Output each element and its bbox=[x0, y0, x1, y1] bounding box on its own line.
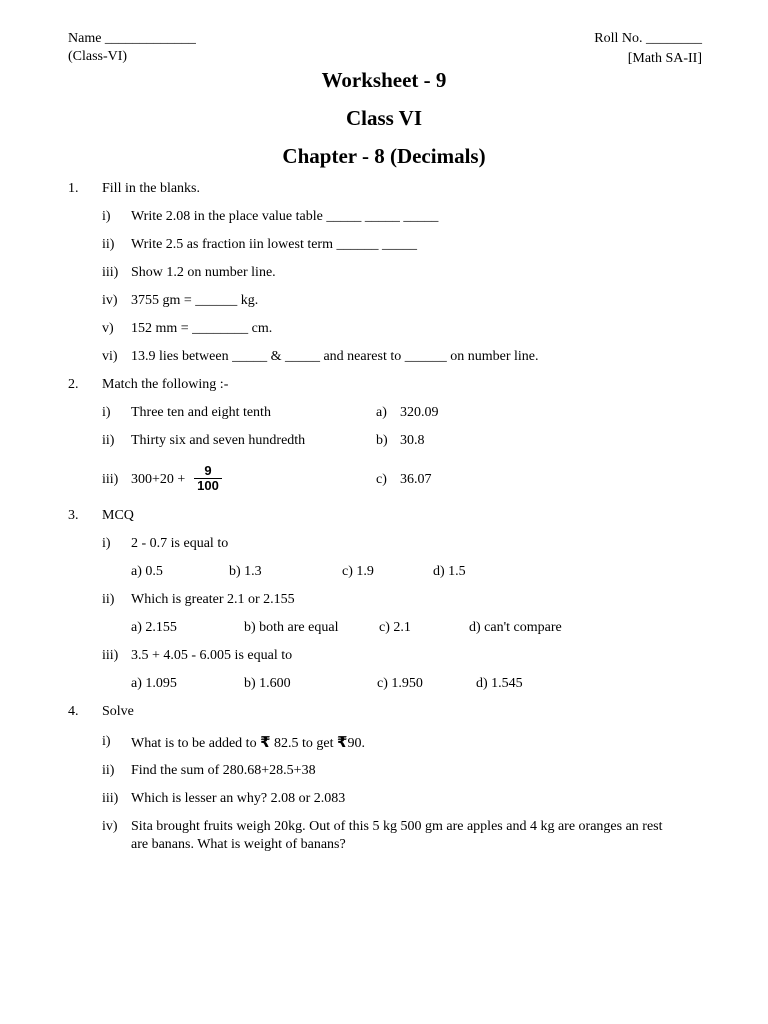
item-text: Three ten and eight tenth bbox=[131, 405, 271, 420]
item-label: vi) bbox=[102, 349, 118, 364]
option-label: a) bbox=[376, 405, 387, 420]
item-text: Write 2.08 in the place value table _____ _____ _____ bbox=[131, 209, 439, 224]
item-text: Find the sum of 280.68+28.5+38 bbox=[131, 763, 316, 778]
item-text: Which is lesser an why? 2.08 or 2.083 bbox=[131, 791, 346, 806]
question-number: 1. bbox=[68, 181, 79, 196]
option-text: 30.8 bbox=[400, 433, 425, 448]
option-text: 320.09 bbox=[400, 405, 439, 420]
item-text bbox=[131, 733, 365, 753]
item-text: Write 2.5 as fraction iin lowest term ______ _____ bbox=[131, 237, 417, 252]
item-text: Thirty six and seven hundredth bbox=[131, 433, 306, 448]
question-number: 2. bbox=[68, 377, 79, 392]
item-label: iii) bbox=[102, 648, 119, 663]
item-label: iii) bbox=[102, 472, 119, 487]
mcq-option: a) 2.155 bbox=[131, 620, 177, 635]
class-label: (Class-VI) bbox=[68, 49, 128, 64]
item-text: 13.9 lies between _____ & _____ and nearest to ______ on number line. bbox=[131, 349, 539, 364]
mcq-option: a) 1.095 bbox=[131, 676, 177, 691]
mcq-option: c) 1.9 bbox=[342, 564, 374, 579]
option-text: 36.07 bbox=[400, 472, 432, 487]
item-label: i) bbox=[102, 405, 111, 420]
item-text: Which is greater 2.1 or 2.155 bbox=[131, 592, 295, 607]
mcq-option: a) 0.5 bbox=[131, 564, 163, 579]
worksheet-title: Worksheet - 9 bbox=[321, 68, 447, 92]
question-text: Fill in the blanks. bbox=[102, 181, 200, 196]
item-label: iv) bbox=[102, 293, 118, 308]
rupee-icon: ₹ bbox=[260, 733, 271, 751]
item-text: Show 1.2 on number line. bbox=[131, 265, 276, 280]
item-text: 152 mm = ________ cm. bbox=[131, 321, 273, 336]
item-text: are banans. What is weight of banans? bbox=[131, 837, 346, 852]
item-label: v) bbox=[102, 321, 114, 336]
item-text-part: What is to be added to bbox=[131, 736, 257, 751]
item-text: 300+20 + bbox=[131, 472, 186, 487]
item-label: iii) bbox=[102, 265, 119, 280]
mcq-option: c) 1.950 bbox=[377, 676, 423, 691]
fraction bbox=[194, 464, 222, 493]
item-text: Sita brought fruits weigh 20kg. Out of this 5 kg 500 gm are apples and 4 kg are oranges an rest bbox=[131, 819, 663, 834]
item-label: ii) bbox=[102, 237, 115, 252]
item-text-part: 82.5 to get bbox=[274, 736, 334, 751]
fraction-denominator: 100 bbox=[194, 478, 222, 493]
option-label: b) bbox=[376, 433, 388, 448]
mcq-option: d) 1.5 bbox=[433, 564, 466, 579]
question-number: 4. bbox=[68, 704, 79, 719]
item-label: i) bbox=[102, 209, 111, 224]
rupee-icon: ₹ bbox=[337, 733, 348, 751]
fraction-numerator: 9 bbox=[204, 463, 212, 478]
item-text-part: 90. bbox=[347, 736, 365, 751]
mcq-option: d) 1.545 bbox=[476, 676, 523, 691]
item-label: i) bbox=[102, 536, 111, 551]
item-label: ii) bbox=[102, 433, 115, 448]
item-text: 2 - 0.7 is equal to bbox=[131, 536, 229, 551]
question-text: MCQ bbox=[102, 508, 134, 523]
mcq-option: b) both are equal bbox=[244, 620, 339, 635]
item-text: 3.5 + 4.05 - 6.005 is equal to bbox=[131, 648, 293, 663]
item-label: ii) bbox=[102, 763, 115, 778]
item-text: 3755 gm = ______ kg. bbox=[131, 293, 259, 308]
class-title: Class VI bbox=[345, 106, 423, 130]
mcq-option: c) 2.1 bbox=[379, 620, 411, 635]
roll-number-field: Roll No. ________ bbox=[594, 31, 702, 46]
option-label: c) bbox=[376, 472, 387, 487]
chapter-title: Chapter - 8 (Decimals) bbox=[282, 144, 486, 168]
question-number: 3. bbox=[68, 508, 79, 523]
mcq-option: b) 1.3 bbox=[229, 564, 262, 579]
mcq-option: b) 1.600 bbox=[244, 676, 291, 691]
subject-label: [Math SA-II] bbox=[627, 51, 702, 66]
item-label: iii) bbox=[102, 791, 119, 806]
item-label: ii) bbox=[102, 592, 115, 607]
question-text: Match the following :- bbox=[102, 377, 229, 392]
mcq-option: d) can't compare bbox=[469, 620, 562, 635]
question-text: Solve bbox=[102, 704, 134, 719]
name-field: Name _____________ bbox=[68, 31, 196, 46]
item-label: i) bbox=[102, 734, 111, 749]
item-label: iv) bbox=[102, 819, 118, 834]
